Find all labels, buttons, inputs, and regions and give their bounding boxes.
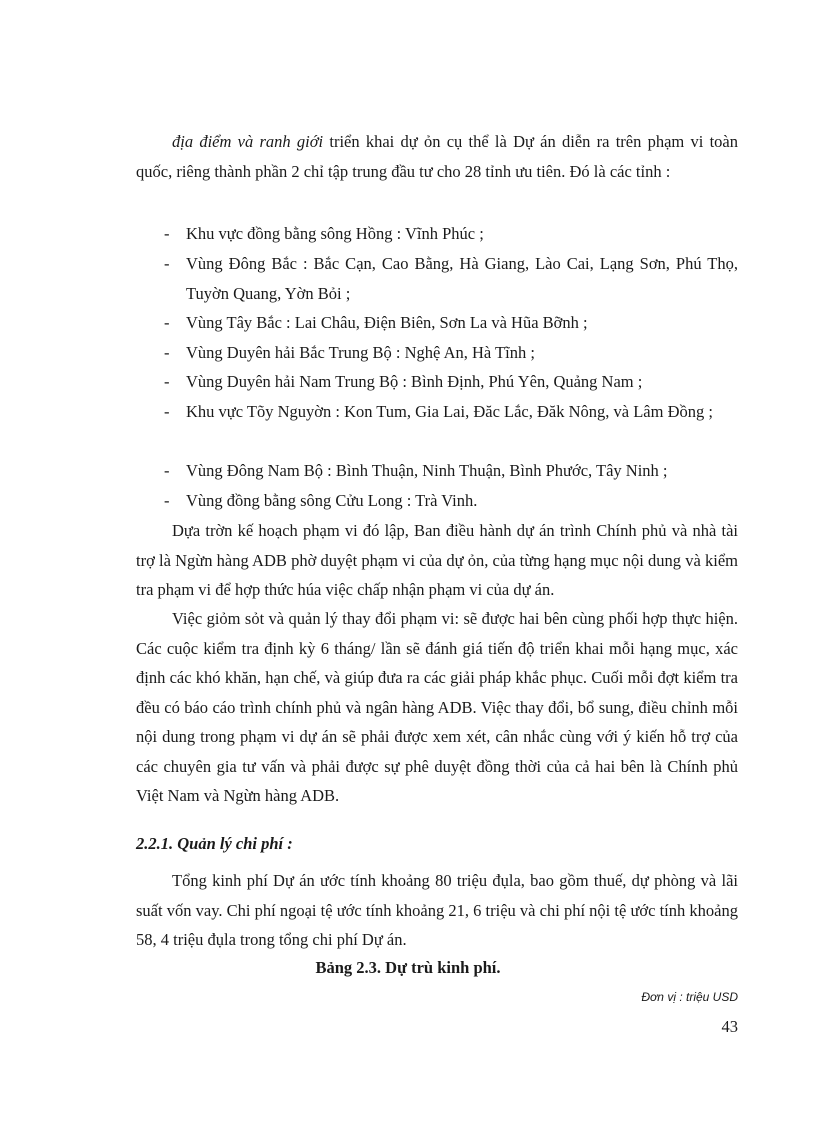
list-item: - Vùng Duyên hải Nam Trung Bộ : Bình Định, Phú Yên, Quảng Nam ; — [164, 372, 643, 391]
intro-italic-lead: địa điểm và ranh giới — [172, 132, 324, 151]
intro-rest: triển khai dự ỏn cụ thể là Dự án diễn ra trên phạm vi toàn quốc, riêng thành phần 2 chỉ tập trung đầu tư cho 28 tỉnh ưu tiên. Đó là các tỉnh : — [136, 132, 738, 181]
list-item: - Khu vực đồng bằng sông Hồng : Vĩnh Phúc ; — [164, 224, 484, 243]
section-heading: 2.2.1. Quản lý chi phí : — [136, 834, 293, 853]
scope-control-paragraph: Việc giỏm sỏt và quản lý thay đổi phạm vi: sẽ được hai bên cùng phối hợp thực hiện. Các cuộc kiểm tra định kỳ 6 tháng/ lần sẽ đánh giá tiến độ triển khai mỗi hạng mục, xác định các khó khăn, hạn chế, và giúp đưa ra các giải pháp khắc phục. Cuối mỗi đợt kiểm tra đều có báo cáo trình chính phủ và ngân hàng ADB. Việc thay đổi, bổ sung, điều chỉnh mỗi nội dung trong phạm vi dự án sẽ phải được xem xét, cân nhắc cùng với ý kiến hỗ trợ của các chuyên gia tư vấn và phải được sự phê duyệt đồng thời của cả hai bên là Chính phủ Việt Nam và Ngừn hàng ADB. — [136, 609, 738, 805]
intro-paragraph — [136, 127, 738, 186]
list-item: - Vùng Duyên hải Bắc Trung Bộ : Nghệ An, Hà Tĩnh ; — [164, 343, 535, 362]
list-item: - Vùng Đông Bắc : Bắc Cạn, Cao Bằng, Hà Giang, Lào Cai, Lạng Sơn, Phú Thọ, Tuyờn Quang, Yờn Bỏi ; — [164, 254, 738, 303]
table-title: Bảng 2.3. Dự trù kinh phí. — [315, 958, 501, 977]
unit-label: Đơn vị : triệu USD — [641, 990, 738, 1004]
cost-paragraph: Tổng kinh phí Dự án ước tính khoảng 80 triệu đụla, bao gồm thuế, dự phòng và lãi suất vốn vay. Chi phí ngoại tệ ước tính khoảng 21, 6 triệu và chi phí nội tệ ước tính khoảng 58, 4 triệu đụla trong tổng chi phí Dự án. — [136, 871, 738, 949]
list-item: - Vùng Tây Bắc : Lai Châu, Điện Biên, Sơn La và Hũa Bỡnh ; — [164, 313, 588, 332]
page-number: 43 — [721, 1017, 738, 1036]
list-item: - Vùng đồng bằng sông Cửu Long : Trà Vinh. — [164, 491, 478, 510]
list-item: - Khu vực Tõy Nguyờn : Kon Tum, Gia Lai, Đăc Lắc, Đăk Nông, và Lâm Đồng ; — [164, 402, 713, 421]
list-item: - Vùng Đông Nam Bộ : Bình Thuận, Ninh Thuận, Bình Phước, Tây Ninh ; — [164, 461, 668, 480]
scope-approval-paragraph: Dựa trờn kế hoạch phạm vi đó lập, Ban điều hành dự án trình Chính phủ và nhà tài trợ là Ngừn hàng ADB phờ duyệt phạm vi của dự ỏn, của từng hạng mục nội dung và kiểm tra phạm vi để hợp thức húa việc chấp nhận phạm vi của dự án. — [136, 521, 738, 599]
